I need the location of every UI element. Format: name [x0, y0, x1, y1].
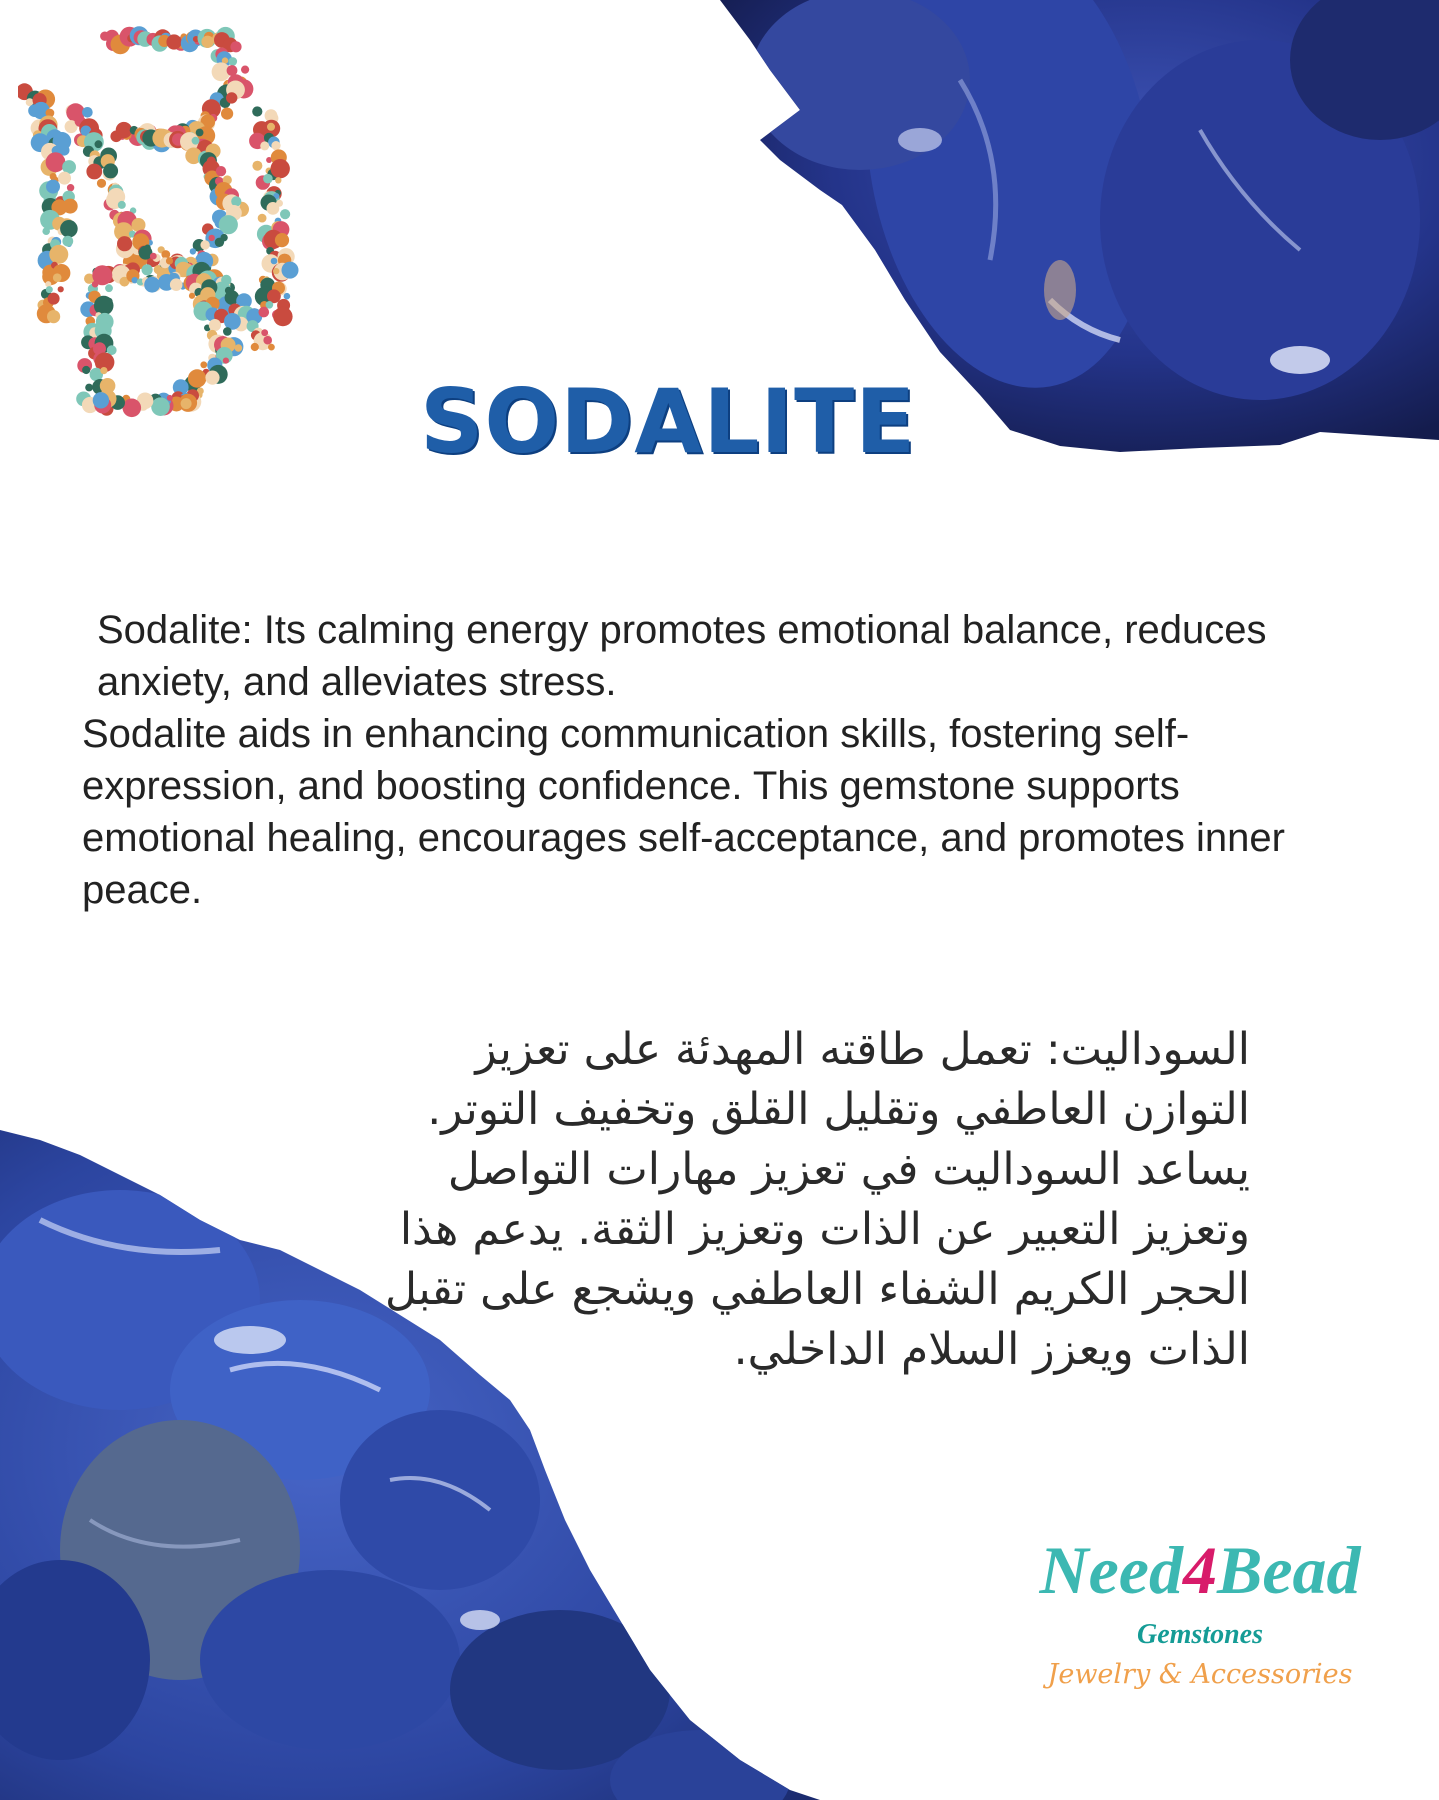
logo-dot: [192, 137, 200, 145]
logo-dot: [116, 122, 132, 138]
logo-dot: [200, 361, 207, 368]
logo-dot: [118, 201, 126, 209]
logo-dot: [151, 397, 170, 416]
logo-dot: [97, 179, 106, 188]
logo-dot: [205, 371, 219, 385]
logo-dot: [201, 36, 213, 48]
logo-dot: [271, 141, 280, 150]
logo-dot: [103, 163, 118, 178]
logo-dot: [144, 277, 160, 293]
logo-dot: [100, 367, 107, 374]
logo-dot: [188, 369, 206, 387]
logo-dot: [276, 200, 283, 207]
logo-dot: [142, 264, 153, 275]
logo-dot: [181, 398, 192, 409]
logo-dot: [67, 184, 74, 191]
logo-dot: [251, 343, 259, 351]
logo-dot: [263, 174, 273, 184]
logo-dot: [58, 172, 71, 185]
brand-name-part2: Bead: [1216, 1532, 1361, 1608]
english-description: [57, 604, 1357, 916]
logo-dot: [86, 164, 102, 180]
logo-dot: [261, 329, 268, 336]
logo-dot: [284, 293, 291, 300]
page-title: SODALITE: [420, 370, 917, 473]
logo-dot: [85, 384, 93, 392]
logo-dot: [82, 107, 93, 118]
brand-name: [1020, 1530, 1380, 1610]
logo-dot: [252, 106, 262, 116]
logo-dot: [271, 159, 290, 178]
logo-dot: [200, 240, 209, 249]
logo-dot: [230, 41, 241, 52]
logo-dot: [190, 248, 196, 254]
logo-dot: [82, 366, 90, 374]
logo-dot: [223, 327, 232, 336]
logo-dot: [259, 307, 270, 318]
english-paragraph-1: Sodalite: Its calming energy promotes emotional balance, reduces anxiety, and alleviates stress.: [97, 608, 1267, 704]
logo-dot: [231, 196, 241, 206]
logo-dot: [223, 358, 229, 364]
logo-dot: [48, 293, 60, 305]
logo-dot: [47, 310, 60, 323]
logo-dot: [58, 286, 64, 292]
logo-dot: [94, 296, 114, 316]
arabic-description: [380, 1020, 1340, 1380]
logo-dot: [275, 177, 281, 183]
logo-dot: [93, 392, 109, 408]
english-paragraph-2: Sodalite aids in enhancing communication skills, fostering self-expression, and boosting confidence. This gemstone supports emotional healing, encourages self-acceptance, and promotes inner peace.: [82, 712, 1285, 912]
logo-dot: [226, 92, 237, 103]
logo-dot: [266, 301, 274, 309]
brand-logo: [1020, 1530, 1380, 1710]
logo-dot: [252, 161, 262, 171]
logo-dot: [209, 319, 221, 331]
brand-name-number: 4: [1182, 1532, 1217, 1608]
logo-dot: [150, 253, 157, 260]
logo-dot: [196, 129, 204, 137]
logo-dot: [258, 214, 267, 223]
logo-dot: [215, 238, 224, 247]
logo-dot: [46, 286, 53, 293]
logo-dot: [45, 281, 51, 287]
logo-dot: [268, 344, 275, 351]
logo-dot: [282, 262, 299, 279]
logo-dot: [260, 141, 269, 150]
brand-tagline-gemstones: Gemstones: [1137, 1619, 1263, 1650]
logo-dot: [46, 152, 66, 172]
logo-dot: [166, 257, 173, 264]
dotted-monogram-logo: [18, 15, 318, 420]
logo-dot: [273, 307, 292, 326]
logo-dot: [170, 278, 183, 291]
logo-dot: [263, 336, 272, 345]
logo-dot: [95, 140, 103, 148]
logo-dot: [63, 199, 78, 214]
logo-dot: [221, 108, 233, 120]
brand-tagline-jewelry: Jewelry & Accessories: [1047, 1659, 1353, 1690]
logo-dot: [62, 236, 73, 247]
logo-dot: [216, 166, 226, 176]
logo-dot: [229, 57, 238, 66]
logo-dot: [53, 273, 62, 282]
logo-dot: [235, 344, 243, 352]
logo-dot: [267, 123, 275, 131]
logo-dot: [46, 180, 60, 194]
arabic-paragraph: السوداليت: تعمل طاقته المهدئة على تعزيز التوازن العاطفي وتقليل القلق وتخفيف التوتر. يساعد السوداليت في تعزيز مهارات التواصل وتعزيز التعبير عن الذات وتعزيز الثقة. يدعم هذا الحجر الكريم الشفاء العاطفي ويشجع على تقبل الذات ويعزز السلام الداخلي.: [385, 1024, 1250, 1375]
logo-dot: [241, 66, 249, 74]
logo-dot: [42, 227, 50, 235]
logo-dot: [105, 284, 113, 292]
logo-dot: [209, 235, 215, 241]
logo-dot: [92, 281, 99, 288]
logo-dot: [273, 268, 279, 274]
logo-dot: [117, 236, 132, 251]
logo-dot: [167, 395, 173, 401]
logo-dot: [271, 258, 278, 265]
logo-dot: [275, 233, 289, 247]
logo-dot: [189, 293, 195, 299]
logo-dot: [123, 399, 142, 418]
logo-dot: [166, 34, 181, 49]
logo-dot: [49, 245, 68, 264]
logo-dot: [280, 209, 290, 219]
logo-dot: [60, 220, 78, 238]
brand-name-part1: Need: [1039, 1532, 1183, 1608]
